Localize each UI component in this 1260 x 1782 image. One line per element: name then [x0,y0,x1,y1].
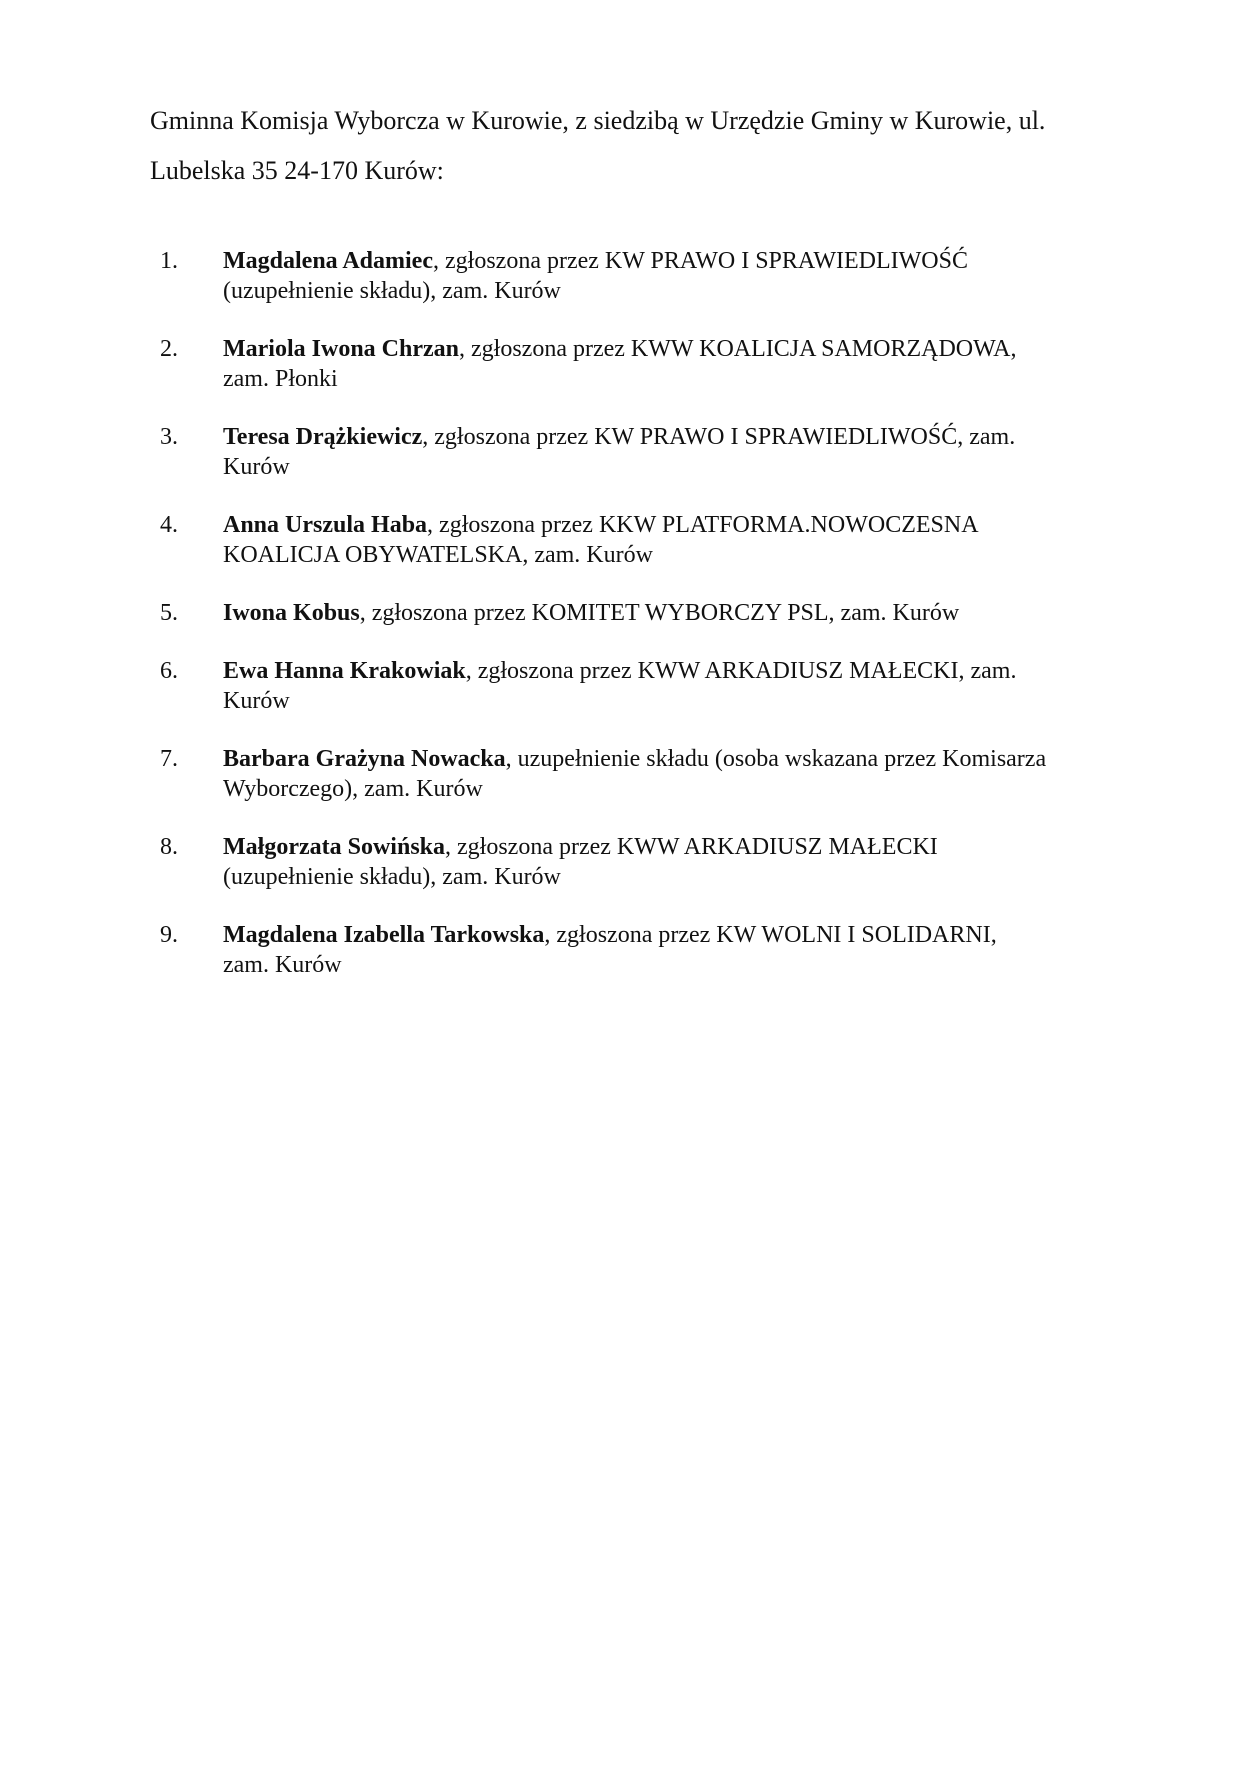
member-name: Anna Urszula Haba [223,512,428,538]
member-line-2: (uzupełnienie składu), zam. Kurów [223,864,561,890]
member-name: Iwona Kobus [223,600,360,626]
member-number: 6. [160,658,178,684]
member-line-1 [223,510,1110,540]
member-name: Barbara Grażyna Nowacka [223,746,506,772]
member-number: 3. [160,424,178,450]
member-details: , zgłoszona przez KW PRAWO I SPRAWIEDLIWOŚĆ, zam. [422,424,1016,450]
member-item [150,832,1110,892]
member-line-2: KOALICJA OBYWATELSKA, zam. Kurów [223,542,653,568]
member-number: 9. [160,922,178,948]
member-details: , zgłoszona przez KWW ARKADIUSZ MAŁECKI, zam. [465,658,1017,684]
heading-line: Gminna Komisja Wyborcza w Kurowie, z siedzibą w Urzędzie Gminy w Kurowie, ul. [150,106,1046,135]
member-name: Magdalena Adamiec [223,248,433,274]
member-line-1 [223,246,1110,276]
member-line-2: Wyborczego), zam. Kurów [223,776,483,802]
member-number: 1. [160,248,178,274]
member-item [150,510,1110,570]
member-name: Teresa Drążkiewicz [223,424,423,450]
member-item [150,422,1110,482]
heading-line: Lubelska 35 24-170 Kurów: [150,156,444,185]
member-line-1 [223,334,1110,364]
member-line-1 [223,598,1110,628]
member-line-1 [223,422,1110,452]
member-number: 4. [160,512,178,538]
member-item [150,598,1110,628]
commission-heading [150,96,1130,196]
member-number: 7. [160,746,178,772]
member-number: 8. [160,834,178,860]
member-details: , zgłoszona przez KW WOLNI I SOLIDARNI, [544,922,997,948]
member-details: , zgłoszona przez KOMITET WYBORCZY PSL, zam. Kurów [359,600,960,626]
member-details: , zgłoszona przez KKW PLATFORMA.NOWOCZESNA [427,512,979,538]
member-name: Małgorzata Sowińska [223,834,445,860]
member-line-2: zam. Płonki [223,366,338,392]
member-number: 5. [160,600,178,626]
member-name: Ewa Hanna Krakowiak [223,658,466,684]
member-item [150,656,1110,716]
member-item [150,744,1110,804]
member-line-1 [223,920,1110,950]
member-line-2: (uzupełnienie składu), zam. Kurów [223,278,561,304]
member-line-2: Kurów [223,688,290,714]
member-details: , uzupełnienie składu (osoba wskazana przez Komisarza [505,746,1047,772]
member-line-2: Kurów [223,454,290,480]
member-details: , zgłoszona przez KWW KOALICJA SAMORZĄDOWA, [459,336,1017,362]
member-item [150,334,1110,394]
member-number: 2. [160,336,178,362]
member-name: Magdalena Izabella Tarkowska [223,922,545,948]
member-list [150,246,1110,1008]
member-name: Mariola Iwona Chrzan [223,336,459,362]
member-line-1 [223,832,1110,862]
member-details: , zgłoszona przez KW PRAWO I SPRAWIEDLIWOŚĆ [433,248,968,274]
member-item [150,246,1110,306]
member-line-1 [223,744,1110,774]
member-item [150,920,1110,980]
member-line-1 [223,656,1110,686]
member-line-2: zam. Kurów [223,952,342,978]
member-details: , zgłoszona przez KWW ARKADIUSZ MAŁECKI [445,834,938,860]
